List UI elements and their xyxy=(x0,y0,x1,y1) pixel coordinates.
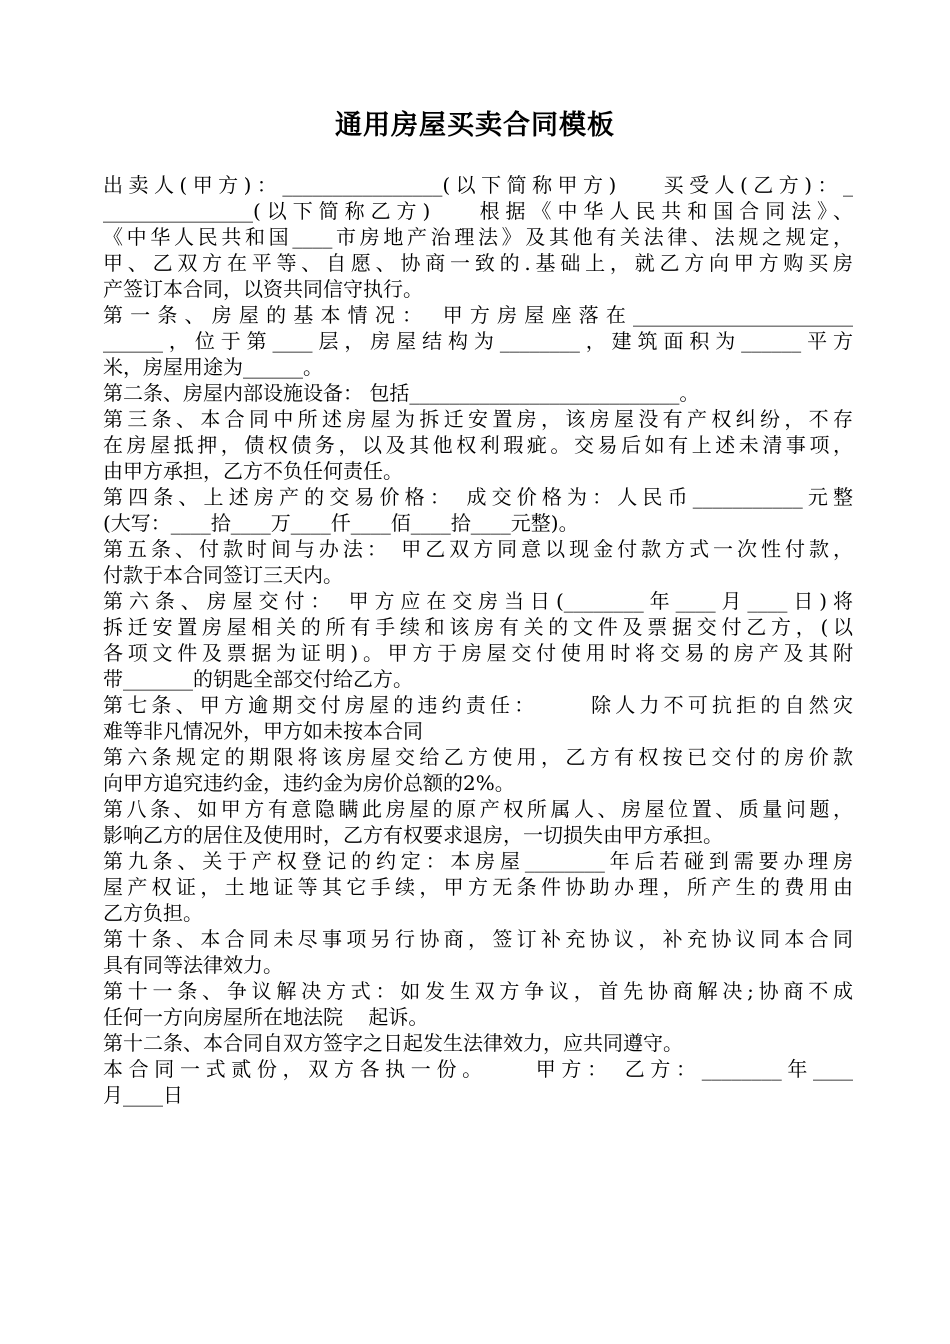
text-line: 第八条、如甲方有意隐瞒此房屋的原产权所属人、房屋位置、质量问题， xyxy=(103,797,853,821)
text-line: ______，位于第____层，房屋结构为________，建筑面积为______平方 xyxy=(103,329,853,353)
text-line: (大写：____拾____万____仟____佰____拾____元整)。 xyxy=(103,511,579,535)
text-line: 屋产权证，土地证等其它手续，甲方无条件协助办理，所产生的费用由 xyxy=(103,875,853,899)
text-line: 第七条、甲方逾期交付房屋的违约责任： 除人力不可抗拒的自然灾 xyxy=(103,693,853,717)
text-line: 第九条、关于产权登记的约定：本房屋________年后若碰到需要办理房 xyxy=(103,849,853,873)
text-line: 第二条、房屋内部设施设备： 包括___________________________。 xyxy=(103,381,700,405)
text-line: 带_______的钥匙全部交付给乙方。 xyxy=(103,667,413,691)
text-line: 难等非凡情况外，甲方如未按本合同 xyxy=(103,719,423,743)
text-line: 本合同一式贰份，双方各执一份。 甲方： 乙方：________年____ xyxy=(103,1057,853,1081)
text-line: 乙方负担。 xyxy=(103,901,203,925)
text-line: 拆迁安置房屋相关的所有手续和该房有关的文件及票据交付乙方，(以 xyxy=(103,615,853,639)
text-line: 甲、乙双方在平等、自愿、协商一致的.基础上，就乙方向甲方购买房 xyxy=(103,251,853,275)
text-line: 付款于本合同签订三天内。 xyxy=(103,563,343,587)
text-line: 第十条、本合同未尽事项另行协商，签订补充协议，补充协议同本合同 xyxy=(103,927,853,951)
text-line: 第一条、房屋的基本情况： 甲方房屋座落在______________________ xyxy=(103,303,853,327)
text-line: 第六条规定的期限将该房屋交给乙方使用，乙方有权按已交付的房价款 xyxy=(103,745,853,769)
text-line: 在房屋抵押，债权债务，以及其他权利瑕疵。交易后如有上述未清事项， xyxy=(103,433,853,457)
text-line: 各项文件及票据为证明)。甲方于房屋交付使用时将交易的房产及其附 xyxy=(103,641,853,665)
text-line: 产签订本合同，以资共同信守执行。 xyxy=(103,277,423,301)
text-line: 米，房屋用途为______。 xyxy=(103,355,323,379)
text-line: 第四条、上述房产的交易价格： 成交价格为：人民币___________元整 xyxy=(103,485,853,509)
contract-body xyxy=(103,172,853,1108)
document-title: 通用房屋买卖合同模板 xyxy=(335,110,615,141)
text-line: 《中华人民共和国____市房地产治理法》及其他有关法律、法规之规定， xyxy=(103,225,853,249)
text-line: 第五条、付款时间与办法： 甲乙双方同意以现金付款方式一次性付款， xyxy=(103,537,853,561)
text-line: 任何一方向房屋所在地法院 起诉。 xyxy=(103,1005,429,1029)
text-line: 影响乙方的居住及使用时，乙方有权要求退房，一切损失由甲方承担。 xyxy=(103,823,723,847)
text-line: 第六条、房屋交付： 甲方应在交房当日(________年____月____日)将 xyxy=(103,589,853,613)
text-line: 第十一条、争议解决方式：如发生双方争议，首先协商解决;协商不成 xyxy=(103,979,853,1003)
text-line: 向甲方追究违约金，违约金为房价总额的2%。 xyxy=(103,771,515,795)
text-line: 第三条、本合同中所述房屋为拆迁安置房，该房屋没有产权纠纷，不存 xyxy=(103,407,853,431)
text-line: 出卖人(甲方)：________________(以下简称甲方) 买受人(乙方)：_ xyxy=(103,173,853,197)
text-line: 由甲方承担，乙方不负任何责任。 xyxy=(103,459,403,483)
text-line: 第十二条、本合同自双方签字之日起发生法律效力，应共同遵守。 xyxy=(103,1031,683,1055)
text-line: 月____日 xyxy=(103,1083,183,1107)
text-line: _______________(以下简称乙方) 根据《中华人民共和国合同法》、 xyxy=(103,199,853,223)
text-line: 具有同等法律效力。 xyxy=(103,953,283,977)
